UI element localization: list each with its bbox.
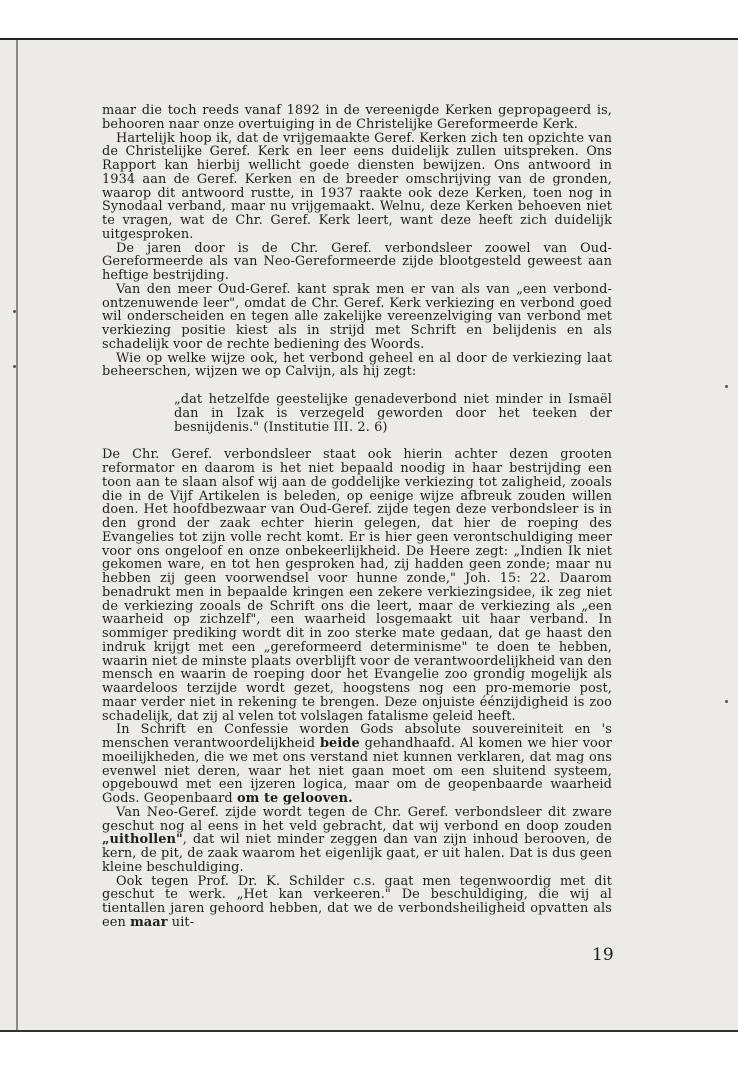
page-speck [725, 385, 728, 388]
bold-emphasis: „uithollen" [102, 832, 183, 848]
calvin-quote [174, 393, 612, 434]
text-run: Ook tegen Prof. Dr. K. Schilder c.s. gaat men tegenwoordig met dit geschut te werk. „Het kan verkeeren." De beschuldiging, die wij al tientallen jaren gehoord hebben, dat we de verbondsheiligheid opvatten als een [102, 873, 612, 930]
text-run: De Chr. Geref. verbondsleer staat ook hierin achter dezen grooten reformator en daarom is het niet bepaald noodig in haar bestrijding een toon aan te slaan alsof wij aan de goddelijke verkiezing tot zaligheid, zooals die in de Vijf Artikelen is beleden, op eenige wijze afbreuk zouden willen doen. Het hoofdbezwaar van Oud-Geref. zijde tegen deze verbondsleer is in den grond der zaak echter hierin gelegen, dat hier de roeping des Evangelies tot zijn volle recht komt. Er is hier geen verontschuldiging meer voor ons ongeloof en onze onbekeerlijkheid. De Heere zegt: „Indien Ik niet gekomen ware, en tot hen gesproken had, zij hadden geen zonde; maar nu hebben zij geen voorwendsel voor hunne zonde," Joh. 15: 22. Daarom benadrukt men in bepaalde kringen een zekere verkiezingsidee, ik zeg niet de verkiezing zooals de Schrift ons die leert, maar de verkiezing als „een waarheid op zichzelf", een waarheid losgemaakt uit haar verband. In sommiger prediking wordt dit in zoo sterke mate gedaan, dat ge haast den indruk krijgt met een „gereformeerd determinisme" te doen te hebben, waarin niet de minste plaats overblijft voor de verantwoordelijkheid van den mensch en waarin de roeping door het Evangelie zoo grondig mogelijk als waardeloos terzijde wordt gezet, hoogstens nog een pro-memorie post, maar verder niet in rekening te brengen. Deze onjuiste éénzijdigheid is zoo schadelijk, dat zij al velen tot volslagen fatalisme geleid heeft. [102, 447, 612, 724]
paragraph [102, 104, 612, 132]
text-run: gehandhaafd. Al komen we hier voor moeilijkheden, die we met ons verstand niet kunnen verklaren, dat mag ons evenwel niet deren, waar het niet gaan moet om een sluitend systeem, opgebouwd met een ijzeren logica, maar om de geopenbaarde waarheid Gods. Geopenbaard [102, 736, 612, 806]
paragraph [102, 806, 612, 875]
text-run: De jaren door is de Chr. Geref. verbondsleer zoowel van Oud-Gereformeerde als van Neo-Gereformeerde zijde blootgesteld geweest aan heftige bestrijding. [102, 240, 612, 283]
page-speck [13, 310, 16, 313]
book-page [0, 38, 738, 1032]
body-text [102, 104, 612, 930]
paragraph [102, 352, 612, 380]
page-spine-edge [16, 40, 18, 1030]
bold-emphasis: beide [319, 736, 360, 751]
text-run: „dat hetzelfde geestelijke genadeverbond niet minder in Ismaël dan in Izak is verzegeld geworden door het teeken der besnijdenis." (Institutie III. 2. 6) [174, 392, 612, 435]
paragraph [102, 242, 612, 283]
text-run: Van Neo-Geref. zijde wordt tegen de Chr. Geref. verbondsleer dit zware geschut nog al eens in het veld gebracht, dat wij verbond en doop zouden [102, 804, 612, 834]
paragraph [102, 448, 612, 723]
paragraph [102, 723, 612, 806]
paragraph [102, 283, 612, 352]
text-run: uit- [167, 914, 195, 930]
page-speck [13, 365, 16, 368]
text-run: , dat wil niet minder zeggen dan van zijn inhoud berooven, de kern, de pit, de zaak waarom het eigenlijk gaat, er uit halen. Dat is dus geen kleine beschuldiging. [102, 832, 612, 875]
bold-emphasis: om te gelooven. [236, 791, 353, 806]
paragraph [102, 132, 612, 242]
text-run: In Schrift en Confessie worden Gods absolute souvereiniteit en 's menschen verantwoordelijkheid [102, 722, 612, 751]
text-run: Wie op welke wijze ook, het verbond geheel en al door de verkiezing laat beheerschen, wijzen we op Calvijn, als hij zegt: [102, 350, 612, 380]
text-run: Van den meer Oud-Geref. kant sprak men er van als van „een verbond-ontzenuwende leer", omdat de Chr. Geref. Kerk verkiezing en verbond goed wil onderscheiden en tegen alle zakelijke vereenzelviging van verbond met verkiezing positie kiest als in strijd met Schrift en belijdenis en als schadelijk voor de rechte bediening des Woords. [102, 281, 612, 352]
bold-emphasis: maar [130, 914, 168, 930]
paragraph [102, 875, 612, 930]
page-speck [725, 700, 728, 703]
text-run: Hartelijk hoop ik, dat de vrijgemaakte Geref. Kerken zich ten opzichte van de Christelijke Geref. Kerk en leer eens duidelijk zullen uitspreken. Ons Rapport kan hierbij wellicht goede diensten bewijzen. Ons antwoord in 1934 aan de Geref. Kerken en de breeder omschrijving van de gronden, waarop dit antwoord rustte, in 1937 raakte ook deze Kerken, toen nog in Synodaal verband, maar nu vrijgemaakt. Welnu, deze Kerken behoeven niet te vragen, wat de Chr. Geref. Kerk leert, want deze heeft zich duidelijk uitgesproken. [102, 130, 612, 242]
page-number: 19 [592, 945, 614, 965]
text-run: maar die toch reeds vanaf 1892 in de vereenigde Kerken gepropageerd is, behooren naar onze overtuiging in de Christelijke Gereformeerde Kerk. [102, 103, 612, 132]
